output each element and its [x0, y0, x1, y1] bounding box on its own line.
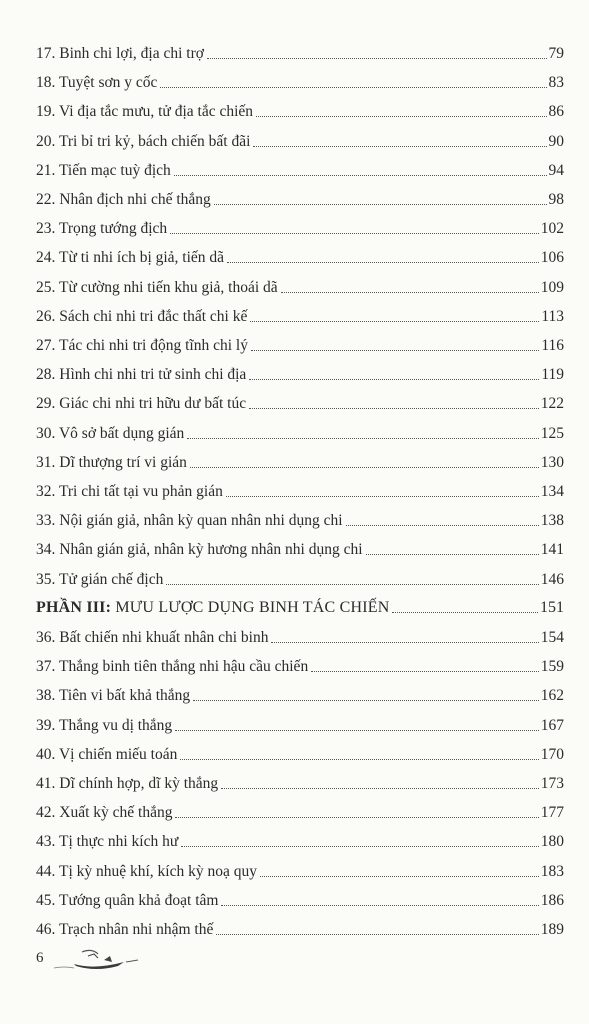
section-heading-part-iii	[36, 590, 564, 618]
dot-leader	[170, 232, 539, 234]
entry-title: 40. Vị chiến miếu toán	[36, 745, 178, 763]
entry-title: 42. Xuất kỳ chế thắng	[36, 804, 173, 822]
dot-leader	[180, 758, 538, 760]
entry-page-number: 98	[548, 191, 564, 208]
entry-title: 22. Nhân địch nhi chế thắng	[36, 191, 211, 208]
entry-page-number: 146	[540, 570, 564, 588]
dot-leader	[175, 816, 538, 818]
toc-entry	[36, 94, 564, 122]
entry-page-number: 177	[540, 804, 564, 822]
toc-entry	[36, 240, 564, 268]
entry-page-number: 83	[548, 74, 564, 92]
toc-entry	[36, 562, 564, 590]
entry-title: 26. Sách chi nhi tri đắc thất chi kế	[36, 307, 248, 325]
entry-title: 35. Tử gián chế địch	[36, 570, 164, 588]
toc-entry	[36, 386, 564, 414]
toc-entry	[36, 854, 564, 882]
toc-entry	[36, 270, 564, 298]
dot-leader	[166, 583, 538, 585]
entry-page-number: 125	[540, 424, 564, 442]
dot-leader	[253, 145, 546, 147]
dot-leader	[227, 261, 539, 263]
toc-entry	[36, 474, 564, 502]
toc-entry	[36, 649, 564, 677]
entry-page-number: 79	[548, 45, 564, 62]
toc-entry	[36, 65, 564, 93]
entry-page-number: 159	[540, 658, 564, 676]
toc-entry	[36, 445, 564, 473]
entry-title: 38. Tiên vi bất khả thắng	[36, 687, 191, 705]
dot-leader	[190, 466, 539, 468]
dot-leader	[175, 729, 539, 731]
entry-title: 17. Binh chi lợi, địa chi trợ	[36, 45, 204, 62]
entry-page-number: 189	[540, 921, 564, 938]
dot-leader	[346, 524, 539, 526]
dot-leader	[249, 407, 539, 409]
toc-entry	[36, 912, 564, 940]
toc-entry	[36, 328, 564, 356]
entry-page-number: 134	[540, 483, 564, 500]
dot-leader	[221, 904, 538, 906]
section-title	[36, 598, 389, 618]
entry-title: 45. Tướng quân khả đoạt tâm	[36, 891, 219, 909]
entry-page-number: 170	[540, 745, 564, 763]
toc-entry	[36, 532, 564, 560]
entry-page-number: 90	[548, 132, 564, 150]
dot-leader	[193, 699, 539, 701]
dot-leader	[174, 174, 547, 176]
entry-title: 44. Tị kỳ nhuệ khí, kích kỳ noạ quy	[36, 862, 257, 880]
toc-entry	[36, 824, 564, 852]
dot-leader	[226, 495, 539, 497]
dot-leader	[366, 553, 539, 555]
dot-leader	[281, 291, 539, 293]
entry-title: 46. Trạch nhân nhi nhậm thế	[36, 921, 214, 938]
entry-title: 43. Tị thực nhi kích hư	[36, 833, 179, 851]
entry-page-number: 109	[540, 278, 564, 296]
toc-entry	[36, 795, 564, 823]
entry-title: 28. Hình chi nhi tri tử sinh chi địa	[36, 366, 247, 384]
toc-entry	[36, 766, 564, 794]
dot-leader	[207, 57, 547, 59]
toc-entry	[36, 416, 564, 444]
entry-title: 20. Tri bỉ tri kỷ, bách chiến bất đãi	[36, 132, 251, 150]
entry-title: 34. Nhân gián giả, nhân kỳ hương nhân nhi dụng chi	[36, 541, 363, 559]
section-name: MƯU LƯỢC DỤNG BINH TÁC CHIẾN	[111, 599, 390, 616]
dot-leader	[214, 203, 547, 205]
dot-leader	[221, 787, 539, 789]
entry-title: 31. Dĩ thượng trí vi gián	[36, 453, 187, 471]
entry-title: 27. Tác chi nhi tri động tĩnh chi lý	[36, 337, 248, 354]
entry-title: 19. Vi địa tắc mưu, tử địa tắc chiến	[36, 103, 254, 121]
entry-page-number: 86	[548, 103, 564, 121]
boat-ornament-icon	[54, 948, 144, 972]
page-number: 6	[36, 950, 44, 966]
entry-page-number: 130	[540, 453, 564, 471]
toc-entry	[36, 182, 564, 210]
toc-entry	[36, 620, 564, 648]
dot-leader	[271, 641, 538, 643]
toc-entry	[36, 357, 564, 385]
dot-leader	[250, 320, 539, 322]
toc-entry	[36, 153, 564, 181]
entry-page-number: 186	[540, 891, 564, 909]
entry-page-number: 106	[540, 249, 564, 267]
entry-page-number: 154	[540, 629, 564, 646]
entry-title: 23. Trọng tướng địch	[36, 220, 168, 238]
entry-title: 29. Giác chi nhi tri hữu dư bất túc	[36, 395, 247, 413]
dot-leader	[216, 933, 538, 935]
entry-title: 39. Thắng vu dị thắng	[36, 716, 173, 734]
dot-leader	[311, 670, 539, 672]
entry-page-number: 180	[540, 833, 564, 851]
page-footer	[36, 948, 156, 972]
entry-title: 24. Từ ti nhi ích bị giả, tiến dã	[36, 249, 225, 267]
toc-entry	[36, 36, 564, 64]
section-prefix: PHẦN III:	[36, 599, 112, 616]
dot-leader	[249, 378, 539, 380]
entry-title: 32. Tri chi tất tại vu phản gián	[36, 483, 223, 500]
toc-entry	[36, 678, 564, 706]
entry-page-number: 183	[540, 862, 564, 880]
dot-leader	[251, 349, 539, 351]
dot-leader	[260, 875, 539, 877]
entry-page-number: 116	[541, 337, 564, 354]
entry-page-number: 162	[540, 687, 564, 705]
entry-page-number: 113	[541, 307, 564, 325]
dot-leader	[160, 86, 546, 88]
toc-entry	[36, 124, 564, 152]
dot-leader	[392, 611, 538, 613]
entry-title: 25. Từ cường nhi tiến khu giả, thoái dã	[36, 278, 278, 296]
toc-entry	[36, 503, 564, 531]
toc-entry	[36, 737, 564, 765]
entry-page-number: 122	[540, 395, 564, 413]
entry-title: 41. Dĩ chính hợp, dĩ kỳ thắng	[36, 775, 219, 792]
entry-title: 37. Thắng binh tiên thắng nhi hậu cầu chiến	[36, 658, 309, 676]
entry-page-number: 119	[541, 366, 564, 384]
toc-entry	[36, 708, 564, 736]
toc-entry	[36, 299, 564, 327]
entry-page-number: 167	[540, 716, 564, 734]
entry-page-number: 102	[540, 220, 564, 238]
entry-title: 30. Vô sở bất dụng gián	[36, 424, 185, 442]
dot-leader	[256, 115, 546, 117]
entry-title: 18. Tuyệt sơn y cốc	[36, 74, 158, 92]
dot-leader	[187, 437, 538, 439]
toc-entry	[36, 211, 564, 239]
section-page-number: 151	[540, 599, 564, 616]
entry-page-number: 138	[540, 512, 564, 530]
entry-page-number: 173	[540, 775, 564, 792]
entry-title: 36. Bất chiến nhi khuất nhân chi binh	[36, 629, 269, 646]
entry-page-number: 141	[540, 541, 564, 559]
entry-title: 21. Tiến mạc tuỳ địch	[36, 161, 171, 179]
dot-leader	[181, 845, 539, 847]
entry-page-number: 94	[548, 161, 564, 179]
toc-entry	[36, 883, 564, 911]
entry-title: 33. Nội gián giả, nhân kỳ quan nhân nhi dụng chi	[36, 512, 343, 530]
